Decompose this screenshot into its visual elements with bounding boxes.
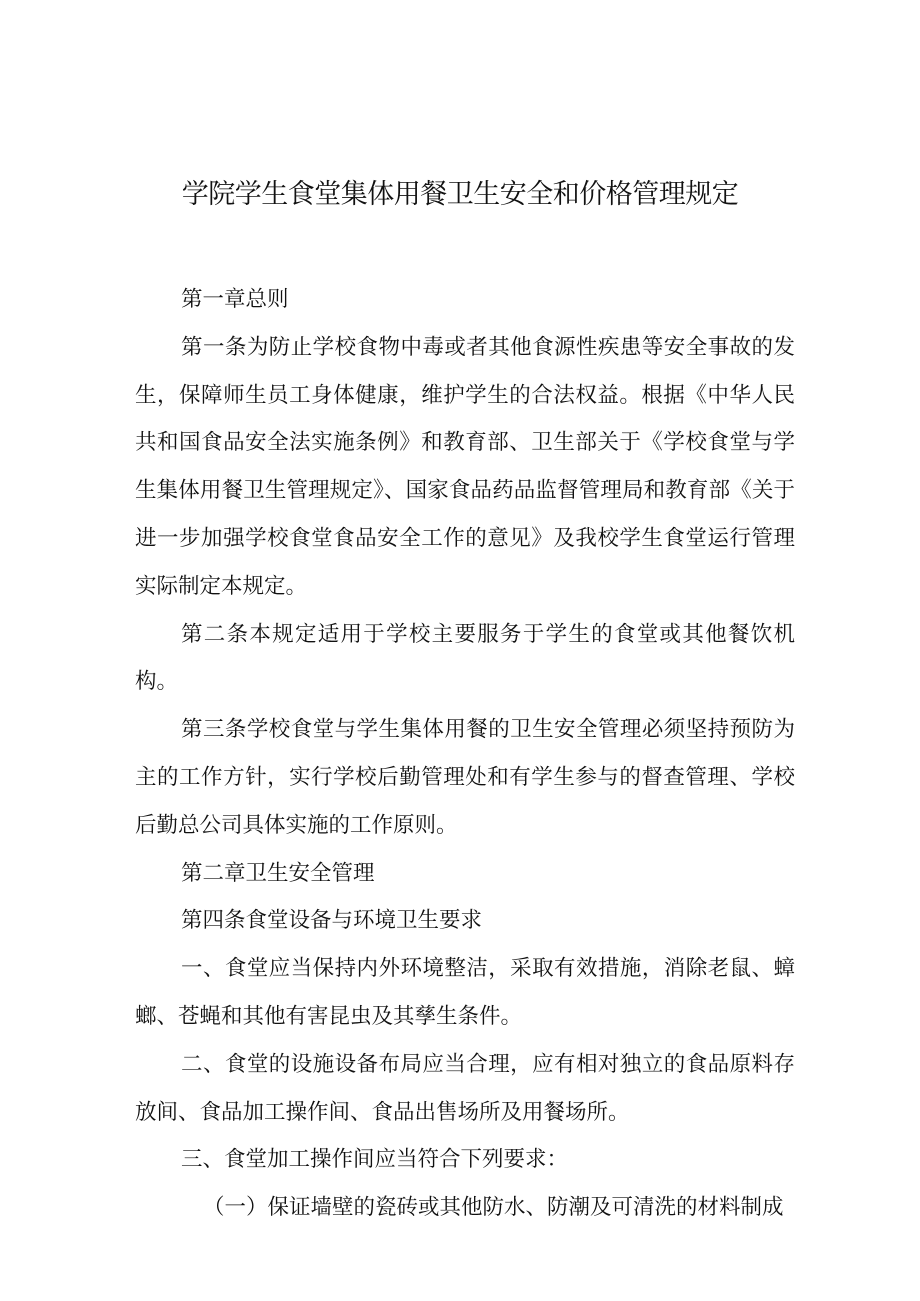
- sub-clause-paragraph: （一）保证墙壁的瓷砖或其他防水、防潮及可清洗的材料制成: [203, 1195, 784, 1221]
- clause-paragraph: 二、食堂的设施设备布局应当合理，应有相对独立的食品原料存放间、食品加工操作间、食品出售场所及用餐场所。: [135, 1051, 795, 1125]
- chapter-heading: 第二章卫生安全管理: [181, 860, 375, 886]
- article-paragraph: 第四条食堂设备与环境卫生要求: [181, 908, 483, 934]
- article-paragraph: 第三条学校食堂与学生集体用餐的卫生安全管理必须坚持预防为主的工作方针，实行学校后勤管理处和有学生参与的督查管理、学校后勤总公司具体实施的工作原则。: [135, 717, 795, 838]
- clause-paragraph: 三、食堂加工操作间应当符合下列要求：: [181, 1147, 569, 1173]
- chapter-heading: 第一章总则: [181, 287, 289, 312]
- article-paragraph: 第二条本规定适用于学校主要服务于学生的食堂或其他餐饮机构。: [135, 621, 795, 695]
- clause-paragraph: 一、食堂应当保持内外环境整洁，采取有效措施，消除老鼠、蟑螂、苍蝇和其他有害昆虫及其孳生条件。: [135, 956, 795, 1029]
- document-title: 学院学生食堂集体用餐卫生安全和价格管理规定: [181, 179, 739, 210]
- article-paragraph: 第一条为防止学校食物中毒或者其他食源性疾患等安全事故的发生，保障师生员工身体健康，维护学生的合法权益。根据《中华人民共和国食品安全法实施条例》和教育部、卫生部关于《学校食堂与学生集体用餐卫生管理规定》、国家食品药品监督管理局和教育部《关于进一步加强学校食堂食品安全工作的意见》及我校学生食堂运行管理实际制定本规定。: [135, 334, 795, 599]
- document-body: [135, 276, 795, 1232]
